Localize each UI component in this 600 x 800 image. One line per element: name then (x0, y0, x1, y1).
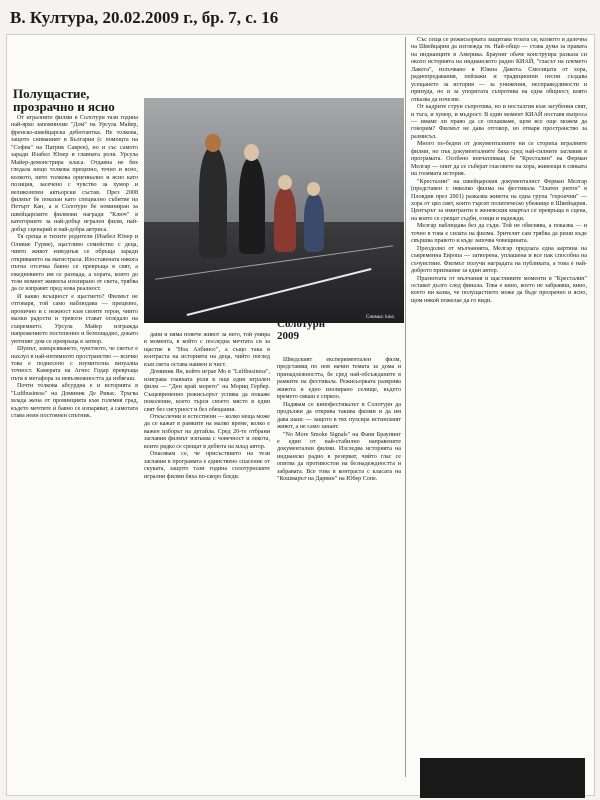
paragraph: "Кресталин" на швейцарския документалист Ферман Мелгар (представен с няколко филма на фестивала "Златен ритон" в Пловдив през 2001) разказва живота на една група "героични" — хора от цял свят, които търсят политическо убежище в Швейцария. Центърът за имигранти в женевския квартал се превръща в сцена, на която се срещат съдби, езици и надежди. (411, 178, 587, 222)
text-column-3 (277, 357, 401, 732)
column-divider (405, 37, 406, 777)
figure-head (307, 182, 320, 196)
paragraph: Със сеща се режисьорката защитава тезата си, колкото и далечна на Швейцария да изглежда тя. Най-общо — става дума за правата на индианците в Америка. Брауниг обаче конструира разказа си около историята на индианското радио КИАЙ, "гласът на племето Лакота", излъчвано в Южна Дакота. Смесицата от хора, радиопредавания, пейзажи и традиционни песни създава усещането за история — за унижения, несправедливости и принуда, но и за упоритата съпротива на една общност, която отказва да изчезне. (411, 37, 587, 103)
figure-head (278, 175, 292, 190)
paragraph: Опасявам се, че присъствието на тези заглавия в програмата е единствено спасение от скуката, защото тази година солотурнските игрални филми бяха по-скоро бледи. (144, 451, 270, 480)
article-title (13, 87, 115, 113)
text-column-1 (11, 115, 138, 790)
paragraph: "No More Smoke Signals" на Фани Браунинг е един от най-стабилно направените документални филми. Изследва историята на индианско радио в резерват, чийто глас се опитва да противостои на безнадеждността и забравата. Все това в контраста с класата на "Кошмарът на Дарвин" на Юбер Сопе. (277, 431, 401, 483)
sidebar-heading-line-1: Солотурн' (277, 318, 329, 330)
paragraph: Тя среща и тихите родители (Изабел Юпер и Оливие Гурме), щастливо семейство с деца, чиито живот изведнъж се обръща заради откриването на магистрала. Изоставената някога пътна отсечка бавно се превръща в свят, а ежедневието им се разпада, а хората, които до този момент живееха изолирано от света, трябва да се изправят пред нова реалност. (11, 234, 138, 293)
newspaper-header: В. Култура, 20.02.2009 г., бр. 7, с. 16 (10, 8, 279, 27)
paragraph: Откъслечни и естествени — колко неща може да се кажат в рамките на малко време, колко е важен изборът на детайла. Сред 20-те отбрани заглавия филмът изпъква с човечност и лекота, които рядко се срещат в дебюта на млад автор. (144, 413, 270, 450)
text-column-4 (411, 37, 587, 767)
article-page (6, 34, 595, 796)
figure-person (274, 188, 296, 252)
paragraph: Доминик Ян, който играе Мо в "Luftbusiness", изиграва главната роля в още един игрален филм — "Ден край морето" на Мориц Гербер. Същевременно режисьорът успява да покаже поколение, което търси своето място в един свят без сигурност и без обещания. (144, 369, 270, 413)
figure-head (205, 134, 221, 152)
photo-credit: Снимка: kino (366, 315, 394, 320)
paragraph: И какво всъщност е щастието? Филмът не отговаря, той само наблюдава — прецизно, иронично и с нежност към своите герои, чиито малки радости и тревоги стават огледало на съвремието. Урсула Майер изгражда напрежението постепенно и безпощадно, докато уютният дом се превръща в затвор. (11, 293, 138, 345)
paragraph: Празнотата от мълчания и щастливите моменти в "Кресталин" остават дълго след финала. Това е кино, което не забравяш, кино, което ни казва, че полущастието може да бъде прозрачно и ясно, щом някой пожелае да го види. (411, 275, 587, 304)
paragraph: От игралните филми в Солотурн тази година най-ярко запомнихме "Дом" на Урсула Майер, френско-швейцарска дебютантка. Не толкова, защото сниманият в България (с помощта на "Софиа" на Патрик Саврев), но и със самото заради Изабел Юпер в главната роля. Урсула Майер-демонстрира класа. Отдавна не бях гледала нещо толкова прецизно, точно и ясно, колкото, нито толкова оригинално и ясно като позиция, засечено с чувство за хумор и великолепен актьорски състав. През 2008 филмът бе показан като специално събитие на Нетърт Кан, а в Солотурн бе номиниран за швейцарските филмови награди "Ключ" в категориите за най-добър игрален филм, най-добър сценарий и най-добра актриса. (11, 115, 138, 233)
paragraph: Много по-бедни от документалните ни се сториха игралните филми, но пък документалните бяха сред най-силните заглавия в програмата. Особено впечатляващ бе "Кресталин" на Ферман Мелгар — опит да се съберат гласовете на хора, живеещи в сянката на голямата история. (411, 141, 587, 178)
article-title-line-2: прозрачно и ясно (13, 99, 115, 114)
figure-person (199, 148, 227, 258)
article-title-line-1: Полущастие, (13, 86, 90, 101)
paragraph: Мелгар наблюдава без да съди. Той не обяснява, а показва — и точно в това е силата на филма. Зрителят сам трябва да реши къде свършва правото и къде започва човещината. (411, 223, 587, 245)
paragraph: От кадрите струи съпротива, но и носталгия към загубения свят, и тъга, и хумор, и мъдрост. В един момент КИАЙ поставя въпроса — имаме ли право да се оплакваме, щом все още можем да говорим? Филмът не дава отговор, но отваря пространство за размисъл. (411, 104, 587, 140)
paragraph: Шведският експериментален филм, представящ по нов начин темата за дома и принадлежността, бе сред най-обсъжданите в рамките на фестивала. Режисьорката разкрива живота в едно изолирано селище, където времето сякаш е спряло. (277, 357, 401, 401)
sidebar-heading (277, 318, 328, 342)
figure-person (239, 158, 265, 254)
paragraph: Шумът, замърсяването, чувството, че светът е нахлул в най-интимното пространство — всичко това е поднесено с изумителна визуална точност. Камерата на Агнес Годар превръща пътя в метафора за невъзможността да избягаш. (11, 346, 138, 382)
page-edge-strip (420, 758, 585, 798)
figure-head (244, 144, 259, 161)
sidebar-heading-line-2: 2009 (277, 330, 299, 342)
article-photo (144, 98, 404, 323)
paragraph: Надявам се кинофестивалът в Солотурн да продължи да открива такива филми и да им дава шанс — защото в тях пулсира истинският живот, а не само занаят. (277, 401, 401, 431)
paragraph: Преодолял от мълчанията, Мелгар предлага една картина на съвременна Европа — затворена, уплашена и все пак способна на съчувствие. Филмът получи наградата на публиката, а това е най-доброто признание за един автор. (411, 245, 587, 275)
paragraph: дани и няма повече живот за него, той умира в момента, в който с последна мечтата си за щастие в "Ноа Албинос", а също така в контраста на историята на деца, чийто поглед към света остава наивен и чист. (144, 332, 270, 368)
text-column-2 (144, 332, 270, 714)
paragraph: Почти толкова абсурдна е и историята в "Luftbusiness" на Доминик Де Ривас. Тръгва млада жена от провинцията към големия град, където мечтите ѝ бавно се изпаряват, а самотата става неин постоянен спътник. (11, 383, 138, 420)
figure-person (304, 194, 324, 252)
